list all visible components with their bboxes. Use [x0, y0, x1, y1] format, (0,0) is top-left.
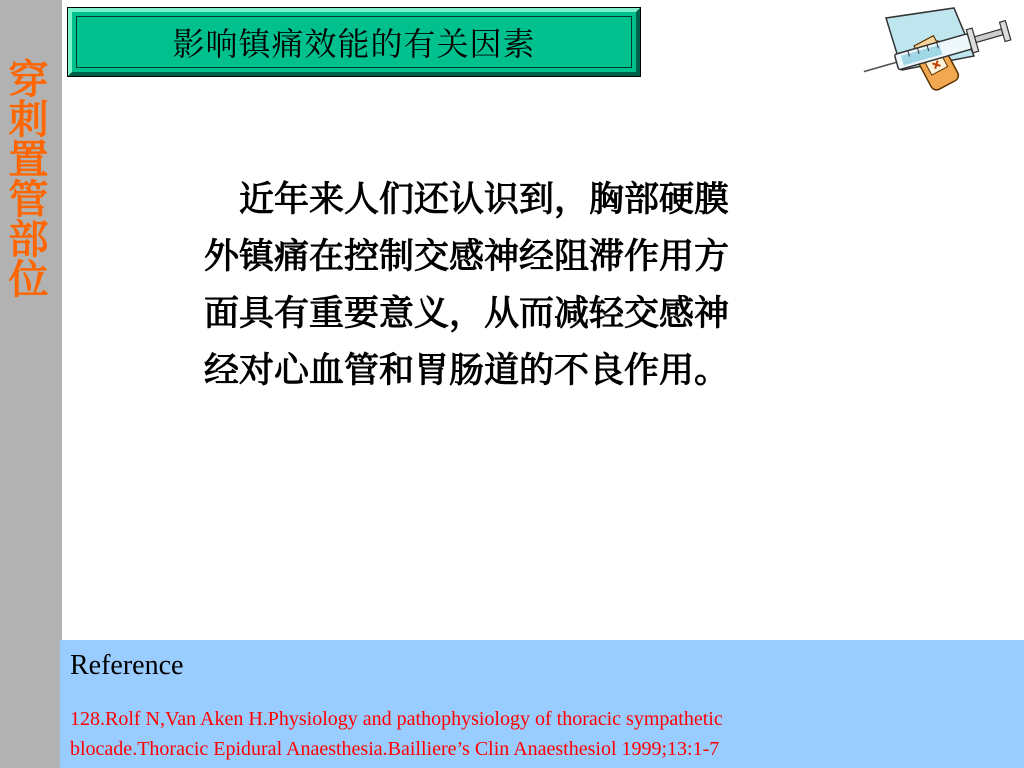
reference-panel	[60, 640, 1024, 768]
page-title: 影响镇痛效能的有关因素	[172, 25, 536, 63]
sidebar	[0, 0, 62, 768]
syringe-and-vial-icon	[856, 4, 1022, 96]
reference-line: blocade.Thoracic Epidural Anaesthesia.Bailliere’s Clin Anaesthesiol 1999;13:1-7	[70, 738, 720, 760]
body-line: 面具有重要意义，从而减轻交感神	[204, 294, 730, 334]
title-banner	[68, 8, 640, 76]
reference-line: 128.Rolf N,Van Aken H.Physiology and pathophysiology of thoracic sympathetic	[70, 708, 723, 730]
body-paragraph	[204, 172, 904, 400]
body-line: 近年来人们还认识到，胸部硬膜	[204, 180, 730, 220]
title-banner-inner	[76, 16, 632, 68]
sidebar-title: 穿刺置管部位	[2, 58, 48, 298]
reference-citation	[70, 704, 1010, 764]
reference-heading: Reference	[70, 650, 184, 681]
body-line: 经对心血管和胃肠道的不良作用。	[204, 351, 730, 391]
body-line: 外镇痛在控制交感神经阻滞作用方	[204, 237, 730, 277]
